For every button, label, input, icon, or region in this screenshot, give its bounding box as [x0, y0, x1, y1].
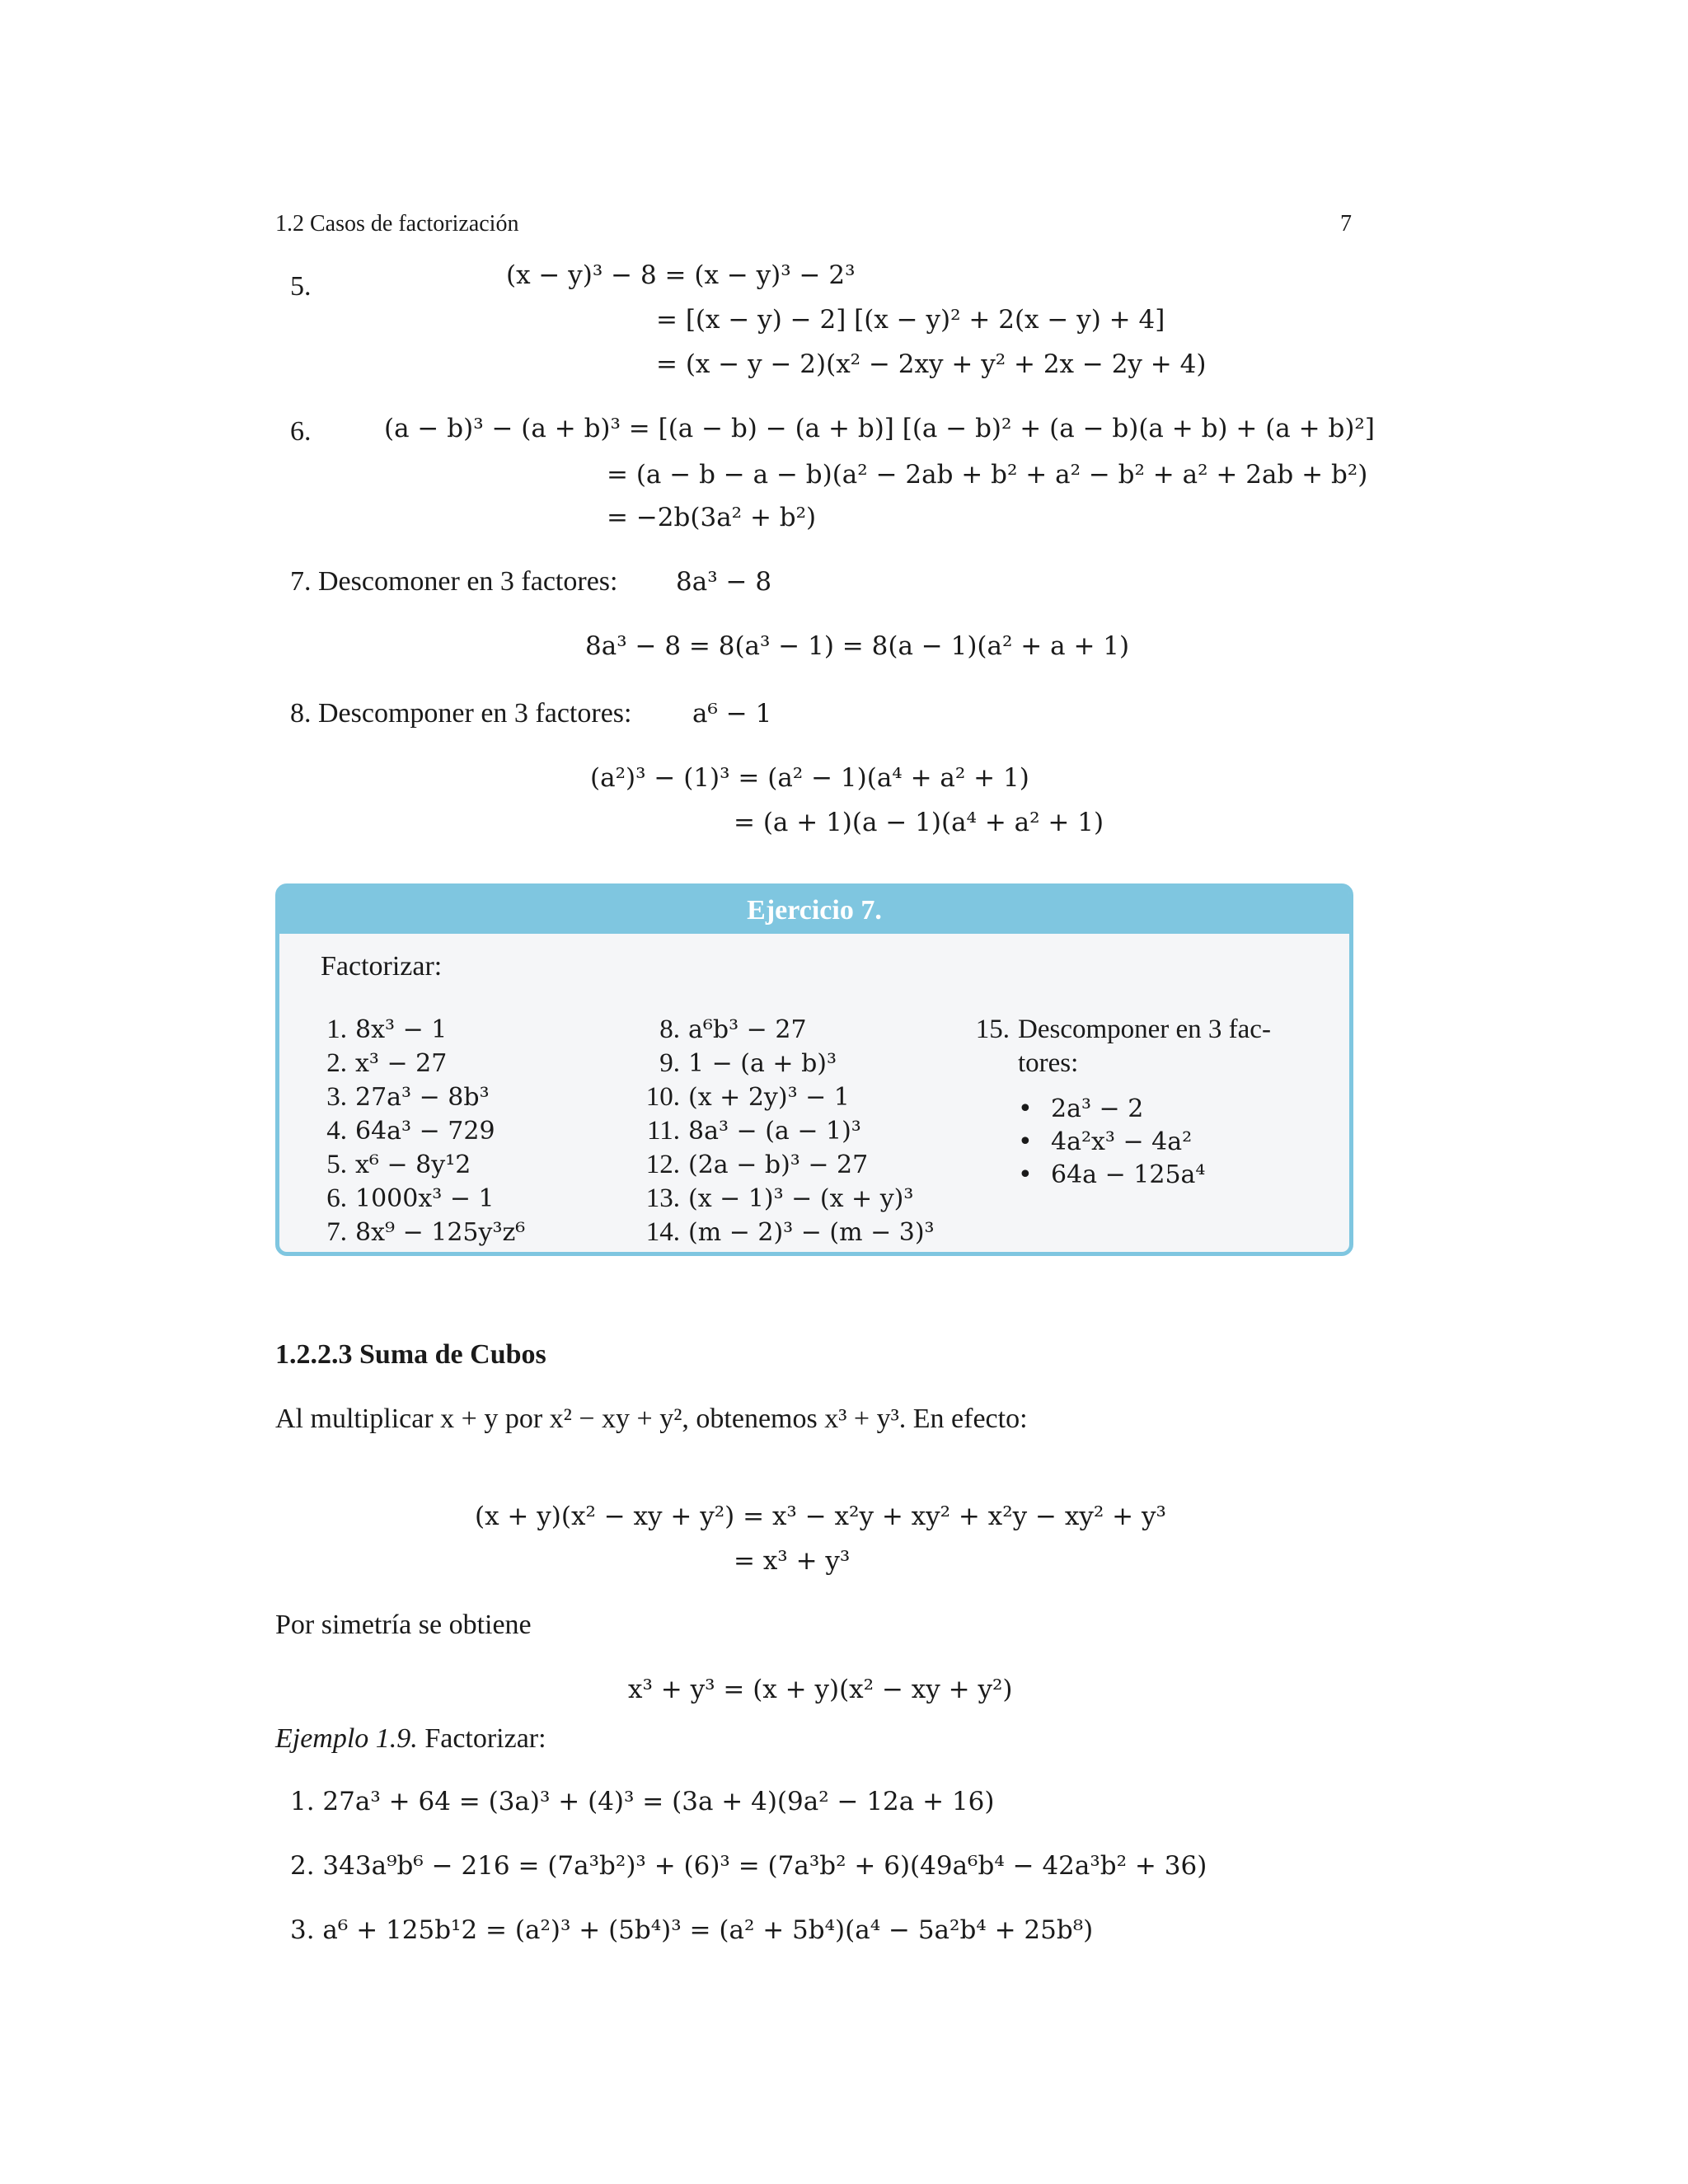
exercise-item: 4. 64a³ − 729 — [326, 1116, 495, 1146]
item-number-5: 5. — [290, 271, 312, 302]
equation-5-line-1: (x − y)³ − 8 = (x − y)³ − 2³ — [506, 260, 856, 290]
item-8-label: 8. Descomponer en 3 factores: — [290, 698, 632, 729]
exercise-title: Ejercicio 7. — [279, 888, 1349, 934]
exercise-item: 11. 8a³ − (a − 1)³ — [646, 1116, 861, 1146]
item-7-expression: 8a³ − 8 — [676, 567, 772, 597]
exercise-item: 13. (x − 1)³ − (x + y)³ — [645, 1183, 914, 1213]
example-label: Ejemplo 1.9. — [275, 1723, 418, 1754]
exercise-item: 5. x⁶ − 8y¹2 — [326, 1150, 471, 1179]
exercise-intro: Factorizar: — [321, 951, 443, 982]
sum-cubes-identity: x³ + y³ = (x + y)(x² − xy + y²) — [628, 1675, 1013, 1704]
bullet-icon: • — [1018, 1127, 1033, 1156]
exercise-column-1 — [306, 1013, 525, 1249]
exercise-item: 10. (x + 2y)³ − 1 — [645, 1082, 850, 1112]
item-8-line-1: (a²)³ − (1)³ = (a² − 1)(a⁴ + a² + 1) — [590, 763, 1029, 793]
exercise-item: 9. 1 − (a + b)³ — [659, 1048, 837, 1078]
exercise-item: 2. x³ − 27 — [326, 1048, 448, 1078]
page-number: 7 — [1340, 211, 1352, 237]
section-heading: 1.2.2.3 Suma de Cubos — [275, 1339, 546, 1370]
exercise-item: 6. 1000x³ − 1 — [326, 1183, 495, 1213]
equation-6-line-2: = (a − b − a − b)(a² − 2ab + b² + a² − b² + a² + 2ab + b²) — [607, 460, 1368, 490]
sum-cubes-equation-line-1: (x + y)(x² − xy + y²) = x³ − x²y + xy² + x²y − xy² + y³ — [475, 1502, 1166, 1531]
item-8-line-2: = (a + 1)(a − 1)(a⁴ + a² + 1) — [734, 808, 1104, 837]
bullet-item: • 2a³ − 2 — [968, 1093, 1271, 1126]
running-header-section: 1.2 Casos de factorización — [275, 211, 519, 237]
exercise-item-15-continued: tores: — [1018, 1048, 1079, 1078]
bullet-item: • 4a²x³ − 4a² — [968, 1126, 1271, 1159]
bullet-icon: • — [1018, 1160, 1033, 1189]
example-item: 1. 27a³ + 64 = (3a)³ + (4)³ = (3a + 4)(9a² − 12a + 16) — [290, 1787, 995, 1816]
equation-5-line-2: = [(x − y) − 2] [(x − y)² + 2(x − y) + 4] — [656, 305, 1165, 335]
exercise-box — [275, 883, 1353, 1256]
bullet-icon: • — [1018, 1094, 1033, 1123]
example-item: 3. a⁶ + 125b¹2 = (a²)³ + (5b⁴)³ = (a² + 5b⁴)(a⁴ − 5a²b⁴ + 25b⁸) — [290, 1915, 1094, 1945]
section-intro: Al multiplicar x + y por x² − xy + y², obtenemos x³ + y³. En efecto: — [275, 1404, 1028, 1434]
exercise-item: 14. (m − 2)³ − (m − 3)³ — [645, 1217, 935, 1247]
example-text: Factorizar: — [424, 1723, 546, 1754]
equation-5-line-3: = (x − y − 2)(x² − 2xy + y² + 2x − 2y + 4) — [656, 349, 1207, 379]
equation-6-line-1: (a − b)³ − (a + b)³ = [(a − b) − (a + b)] [(a − b)² + (a − b)(a + b) + (a + b)²] — [384, 414, 1375, 443]
item-7-result: 8a³ − 8 = 8(a³ − 1) = 8(a − 1)(a² + a + 1) — [585, 631, 1130, 661]
exercise-item-15: 15. Descomponer en 3 fac- — [975, 1015, 1271, 1044]
exercise-item: 12. (2a − b)³ − 27 — [645, 1150, 869, 1179]
exercise-item: 7. 8x⁹ − 125y³z⁶ — [326, 1217, 526, 1247]
example-item: 2. 343a⁹b⁶ − 216 = (7a³b²)³ + (6)³ = (7a³b² + 6)(49a⁶b⁴ − 42a³b² + 36) — [290, 1851, 1207, 1881]
equation-6-line-3: = −2b(3a² + b²) — [607, 503, 817, 532]
item-number-6: 6. — [290, 416, 312, 447]
exercise-item: 8. a⁶b³ − 27 — [659, 1015, 807, 1044]
sum-cubes-equation-line-2: = x³ + y³ — [734, 1546, 851, 1576]
example-heading — [275, 1722, 546, 1755]
symmetry-text: Por simetría se obtiene — [275, 1610, 532, 1640]
exercise-column-2 — [639, 1013, 935, 1249]
exercise-item: 3. 27a³ − 8b³ — [326, 1082, 490, 1112]
item-8-expression: a⁶ − 1 — [692, 699, 772, 729]
exercise-item: 1. 8x³ − 1 — [326, 1015, 448, 1044]
exercise-column-3 — [968, 1013, 1271, 1192]
bullet-item: • 64a − 125a⁴ — [968, 1159, 1271, 1192]
item-7-label: 7. Descomoner en 3 factores: — [290, 566, 618, 597]
